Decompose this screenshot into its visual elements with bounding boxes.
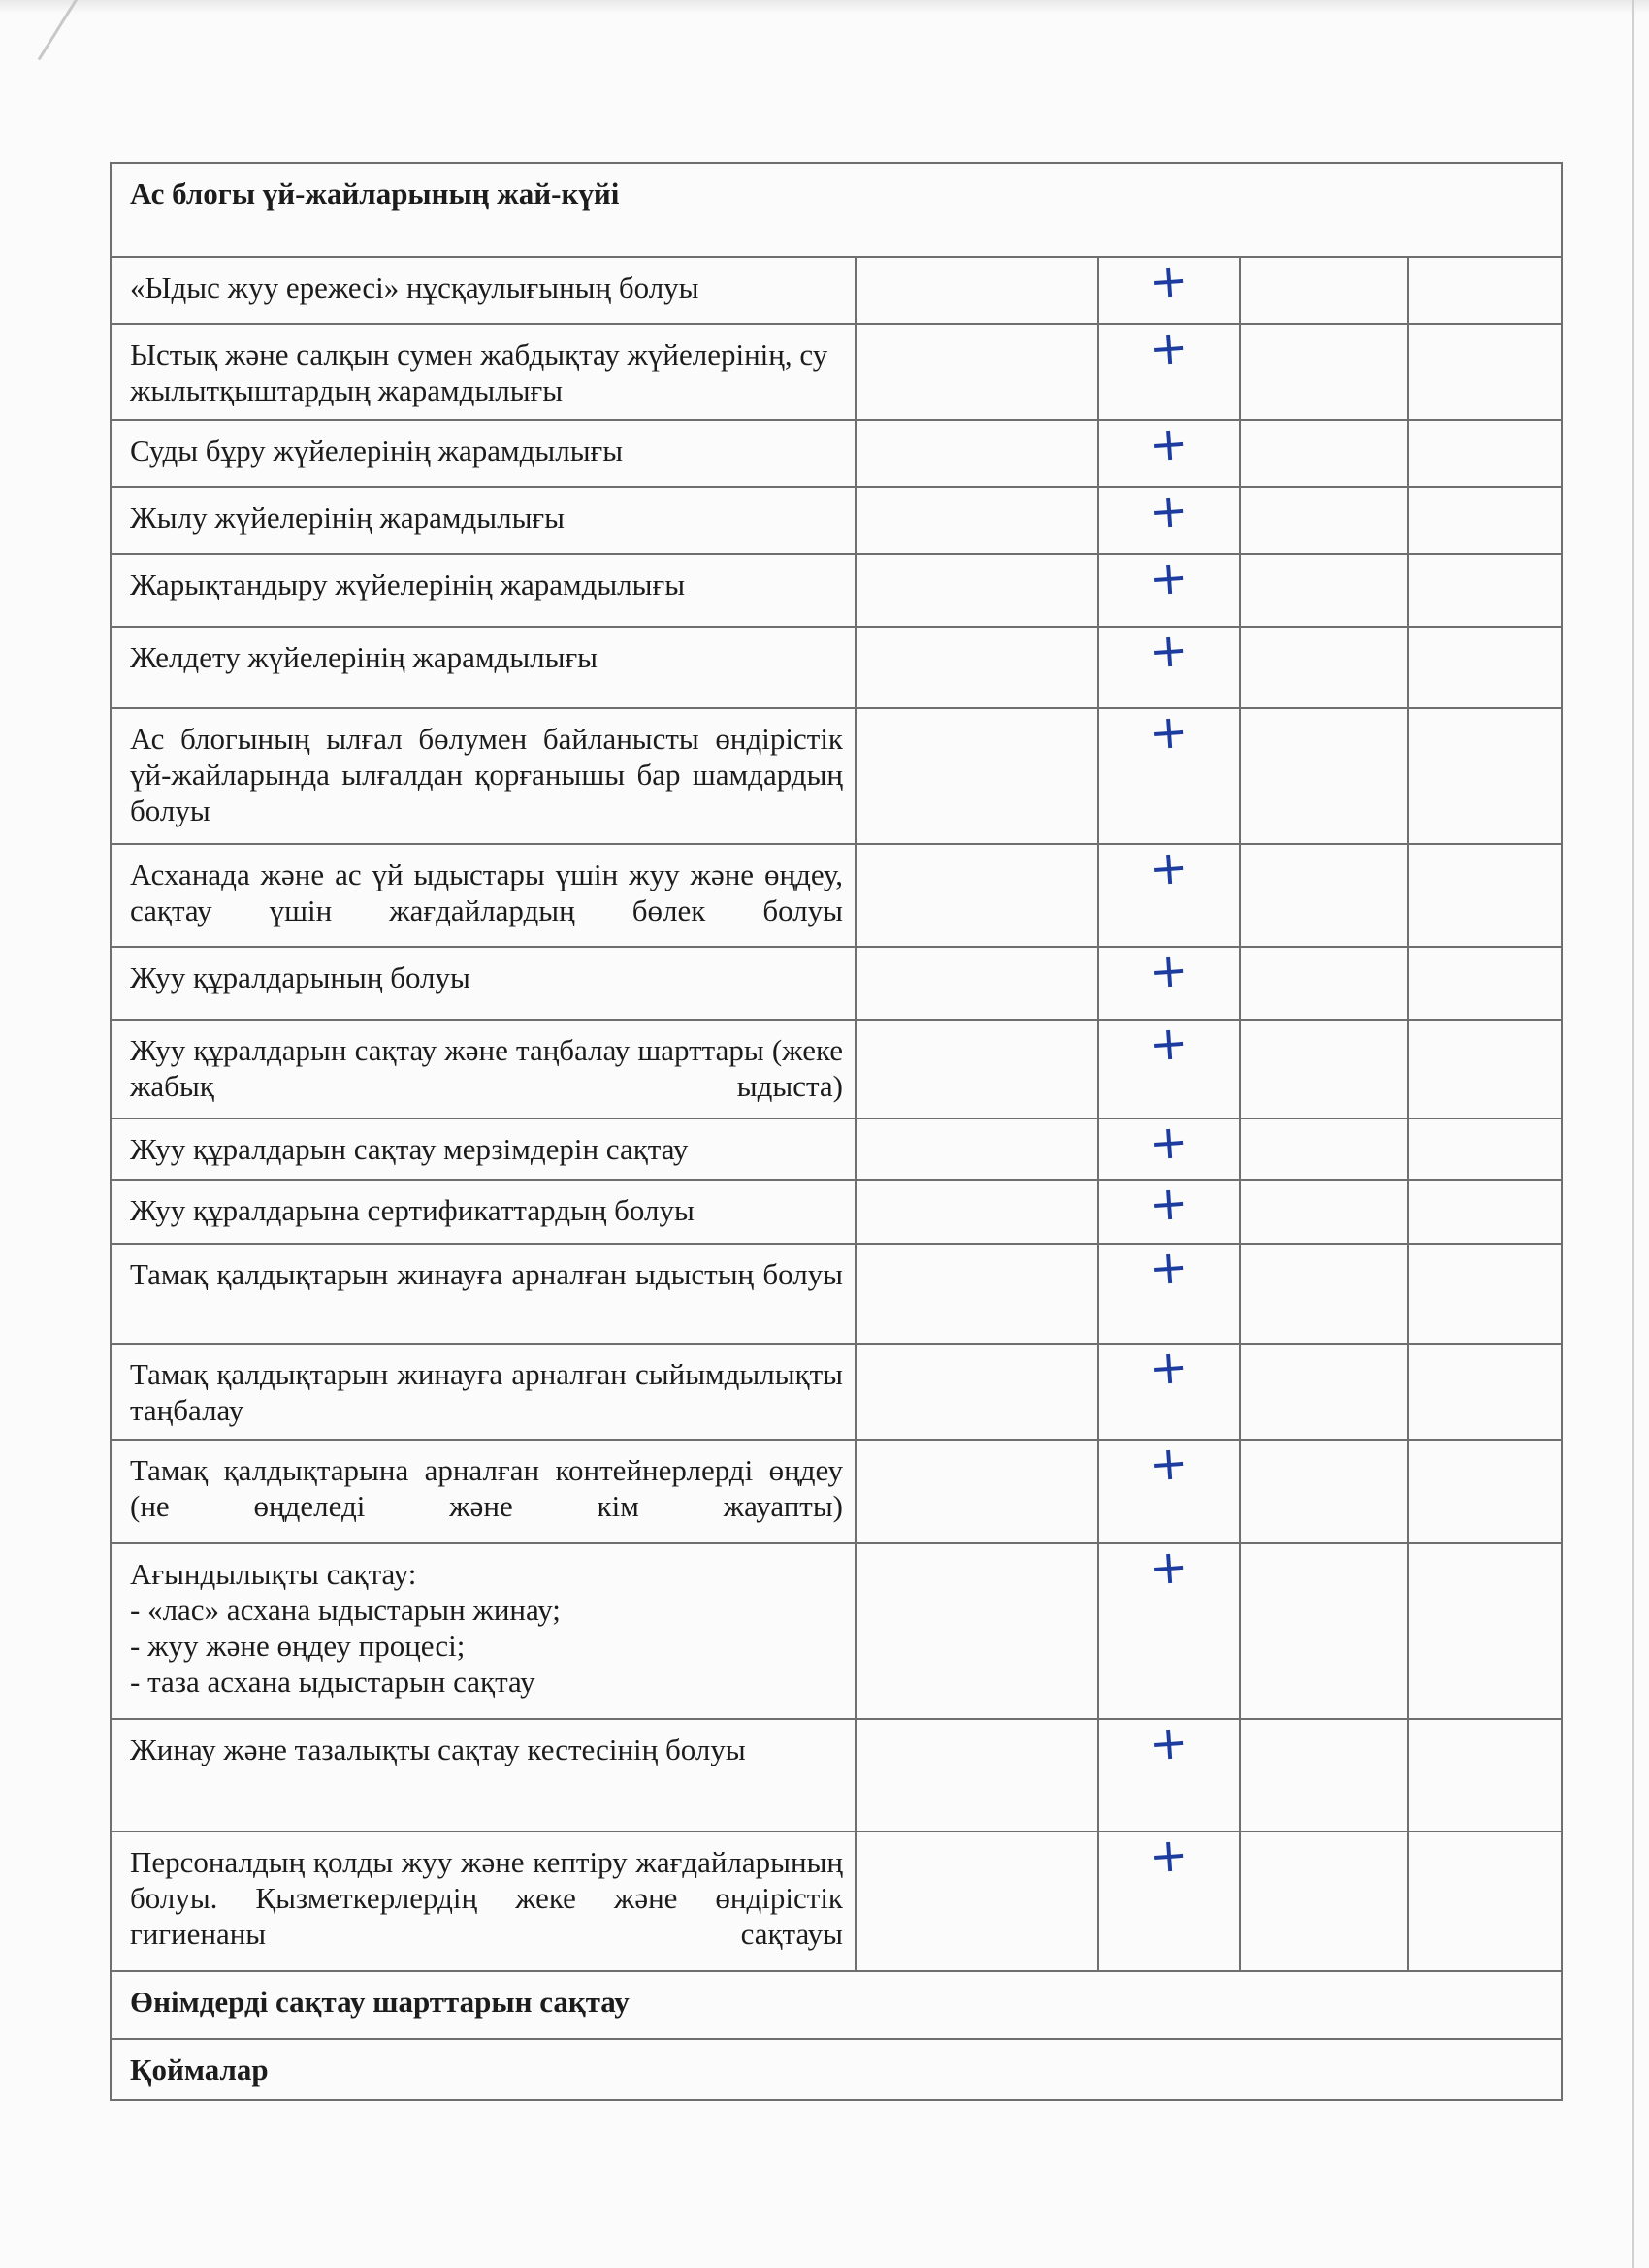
mark-cell <box>1098 549 1240 627</box>
handwritten-plus-mark: + <box>1147 482 1191 540</box>
empty-cell <box>856 420 1098 487</box>
empty-cell <box>1240 324 1408 420</box>
empty-cell <box>1240 1543 1408 1719</box>
handwritten-plus-mark: + <box>1147 1714 1191 1772</box>
table-row <box>111 708 1562 844</box>
empty-cell <box>1240 947 1408 1020</box>
section-warehouses-title: Қоймалар <box>130 2053 269 2087</box>
row-label: Тамақ қалдықтарын жинауға арналған ыдыстың болуы <box>130 1257 843 1291</box>
row-label-block <box>112 1544 855 1700</box>
table-row <box>111 324 1562 420</box>
empty-cell <box>1240 1719 1408 1831</box>
empty-cell <box>856 487 1098 554</box>
handwritten-plus-mark: + <box>1147 942 1191 1000</box>
empty-cell <box>856 554 1098 627</box>
empty-cell <box>1240 257 1408 324</box>
mark-cell <box>1098 1015 1240 1118</box>
empty-cell <box>1408 947 1562 1020</box>
section-cell <box>111 163 1562 257</box>
section-header-row <box>111 2039 1562 2100</box>
table-row <box>111 1020 1562 1118</box>
table-row <box>111 1180 1562 1244</box>
section-header-row <box>111 1971 1562 2039</box>
section-storage-title: Өнімдерді сақтау шарттарын сақтау <box>130 1985 630 2019</box>
handwritten-plus-mark: + <box>1147 1015 1191 1073</box>
checklist-table <box>110 162 1563 2101</box>
empty-cell <box>1408 1440 1562 1543</box>
sub-item: - «лас» асхана ыдыстарын жинау; <box>130 1593 561 1627</box>
row-label: Жуу құралдарының болуы <box>130 960 470 994</box>
table-row <box>111 257 1562 324</box>
mark-cell <box>1098 1239 1240 1344</box>
mark-cell <box>1098 839 1240 947</box>
table-row <box>111 487 1562 554</box>
mark-cell <box>1098 1175 1240 1244</box>
empty-cell <box>1240 1118 1408 1180</box>
empty-cell <box>1240 554 1408 627</box>
empty-cell <box>1240 844 1408 947</box>
empty-cell <box>856 1719 1098 1831</box>
section-kitchen-title: Ас блогы үй-жайларының жай-күйі <box>130 177 620 211</box>
empty-cell <box>1408 627 1562 708</box>
handwritten-plus-mark: + <box>1147 1239 1191 1297</box>
empty-cell <box>1240 487 1408 554</box>
empty-cell <box>1240 1244 1408 1344</box>
table-row <box>111 1118 1562 1180</box>
empty-cell <box>856 844 1098 947</box>
mark-cell <box>1098 1714 1240 1831</box>
handwritten-plus-mark: + <box>1147 839 1191 897</box>
empty-cell <box>1240 1180 1408 1244</box>
empty-cell <box>1408 844 1562 947</box>
row-label: Персоналдың қолды жуу және кептіру жағдайларының болуы. Қызметкерлердің жеке және өндірістік гигиенаны сақтауы <box>130 1845 843 1951</box>
table-row <box>111 1719 1562 1831</box>
mark-cell <box>1098 1539 1240 1719</box>
handwritten-plus-mark: + <box>1147 703 1191 761</box>
empty-cell <box>1408 708 1562 844</box>
handwritten-plus-mark: + <box>1147 1339 1191 1397</box>
empty-cell <box>1408 554 1562 627</box>
handwritten-plus-mark: + <box>1147 319 1191 377</box>
mark-cell <box>1098 703 1240 844</box>
empty-cell <box>1408 257 1562 324</box>
empty-cell <box>1408 1180 1562 1244</box>
section-cell <box>111 1971 1562 2039</box>
mark-cell <box>1098 252 1240 324</box>
mark-cell <box>1098 319 1240 420</box>
handwritten-plus-mark: + <box>1147 1539 1191 1597</box>
empty-cell <box>856 1180 1098 1244</box>
empty-cell <box>1408 1244 1562 1344</box>
table-row <box>111 947 1562 1020</box>
row-label: Ас блогының ылғал бөлумен байланысты өндірістік үй-жайларында ылғалдан қорғанышы бар шамдардың болуы <box>130 722 843 827</box>
row-label: Тамақ қалдықтарын жинауға арналған сыйымдылықты таңбалау <box>130 1357 843 1427</box>
table-row <box>111 1831 1562 1971</box>
row-label: Асханада және ас үй ыдыстары үшін жуу және өңдеу, сақтау үшін жағдайлардың бөлек болуы <box>130 858 843 927</box>
row-label: Желдету жүйелерінің жарамдылығы <box>130 640 598 674</box>
empty-cell <box>1240 1344 1408 1440</box>
sub-item: - жуу және өңдеу процесі; <box>130 1629 466 1663</box>
table-row <box>111 627 1562 708</box>
mark-cell <box>1098 1435 1240 1543</box>
empty-cell <box>856 627 1098 708</box>
empty-cell <box>1408 1719 1562 1831</box>
empty-cell <box>856 947 1098 1020</box>
row-label: Суды бұру жүйелерінің жарамдылығы <box>130 434 624 468</box>
handwritten-plus-mark: + <box>1147 1175 1191 1233</box>
empty-cell <box>1408 1020 1562 1118</box>
handwritten-plus-mark: + <box>1147 1827 1191 1885</box>
scan-top-edge <box>0 0 1649 14</box>
empty-cell <box>1408 1831 1562 1971</box>
row-label: Тамақ қалдықтарына арналған контейнерлерді өңдеу (не өңделеді және кім жауапты) <box>130 1453 843 1523</box>
row-label: Жылу жүйелерінің жарамдылығы <box>130 501 565 535</box>
empty-cell <box>1408 1543 1562 1719</box>
empty-cell <box>856 1440 1098 1543</box>
empty-cell <box>1240 1440 1408 1543</box>
mark-cell <box>1098 622 1240 708</box>
row-label: Жуу құралдарын сақтау мерзімдерін сақтау <box>130 1132 689 1166</box>
empty-cell <box>856 1344 1098 1440</box>
handwritten-plus-mark: + <box>1147 549 1191 607</box>
empty-cell <box>856 257 1098 324</box>
empty-cell <box>1240 1831 1408 1971</box>
table-row <box>111 554 1562 627</box>
empty-cell <box>856 708 1098 844</box>
table-row <box>111 1543 1562 1719</box>
mark-cell <box>1098 1827 1240 1971</box>
mark-cell <box>1098 415 1240 487</box>
empty-cell <box>856 1831 1098 1971</box>
row-label: Жинау және тазалықты сақтау кестесінің болуы <box>130 1733 746 1766</box>
row-label: Жуу құралдарына сертификаттардың болуы <box>130 1193 695 1227</box>
handwritten-plus-mark: + <box>1147 622 1191 680</box>
row-label: Жарықтандыру жүйелерінің жарамдылығы <box>130 567 686 601</box>
table-row <box>111 844 1562 947</box>
empty-cell <box>856 324 1098 420</box>
handwritten-plus-mark: + <box>1147 415 1191 473</box>
empty-cell <box>1240 420 1408 487</box>
empty-cell <box>1408 1344 1562 1440</box>
mark-cell <box>1098 1114 1240 1180</box>
empty-cell <box>856 1020 1098 1118</box>
empty-cell <box>1408 487 1562 554</box>
empty-cell <box>1408 324 1562 420</box>
handwritten-plus-mark: + <box>1147 252 1191 310</box>
section-cell <box>111 2039 1562 2100</box>
empty-cell <box>1408 1118 1562 1180</box>
empty-cell <box>1240 627 1408 708</box>
empty-cell <box>856 1543 1098 1719</box>
empty-cell <box>1240 708 1408 844</box>
table-row <box>111 1244 1562 1344</box>
row-label: Ыстық және салқын сумен жабдықтау жүйелерінің, су жылытқыштардың жарамдылығы <box>130 338 828 407</box>
empty-cell <box>1240 1020 1408 1118</box>
table-row <box>111 1440 1562 1543</box>
mark-cell <box>1098 482 1240 554</box>
row-label: Жуу құралдарын сақтау және таңбалау шарттары (жеке жабық ыдыста) <box>130 1033 843 1103</box>
mark-cell <box>1098 942 1240 1020</box>
scan-right-edge <box>1632 0 1634 2268</box>
mark-cell <box>1098 1339 1240 1440</box>
row-label: Ағындылықты сақтау: <box>130 1557 417 1591</box>
handwritten-plus-mark: + <box>1147 1114 1191 1172</box>
table-row <box>111 420 1562 487</box>
table-row <box>111 1344 1562 1440</box>
empty-cell <box>1408 420 1562 487</box>
section-header-row <box>111 163 1562 257</box>
row-label: «Ыдыс жуу ережесі» нұсқаулығының болуы <box>130 271 699 305</box>
empty-cell <box>856 1244 1098 1344</box>
sub-item: - таза асхана ыдыстарын сақтау <box>130 1665 535 1699</box>
empty-cell <box>856 1118 1098 1180</box>
handwritten-plus-mark: + <box>1147 1435 1191 1493</box>
